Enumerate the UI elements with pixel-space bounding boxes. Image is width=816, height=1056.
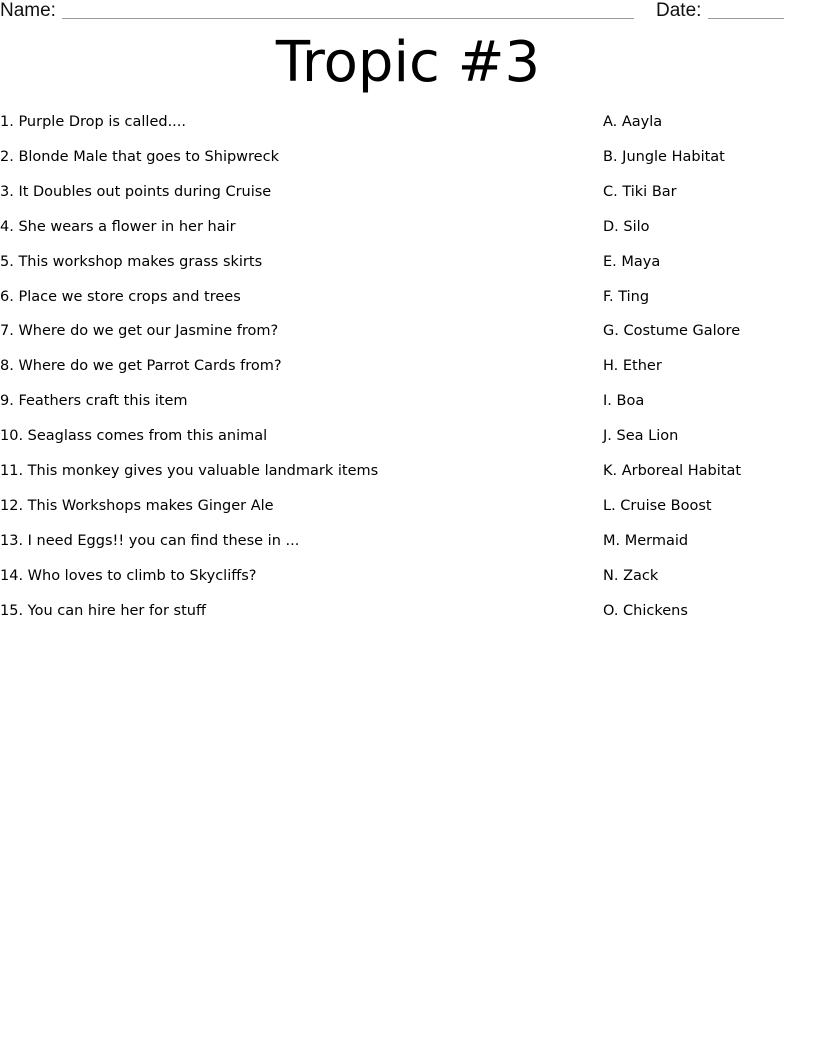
date-label: Date:: [656, 0, 702, 21]
question-item: 4. She wears a flower in her hair: [0, 218, 236, 235]
answer-item: M. Mermaid: [603, 532, 689, 549]
answer-item: A. Aayla: [603, 114, 663, 130]
date-line[interactable]: [708, 18, 784, 19]
question-item: 12. This Workshops makes Ginger Ale: [0, 497, 274, 514]
page-title: Tropic #3: [275, 30, 541, 95]
answer-item: K. Arboreal Habitat: [603, 463, 742, 479]
answer-item: B. Jungle Habitat: [603, 148, 725, 165]
answer-item: D. Silo: [603, 218, 650, 235]
answer-item: E. Maya: [603, 253, 661, 270]
answer-item: C. Tiki Bar: [603, 183, 677, 200]
answer-item: L. Cruise Boost: [603, 497, 712, 514]
answer-item: I. Boa: [603, 393, 645, 410]
answer-item: H. Ether: [603, 358, 662, 375]
question-item: 1. Purple Drop is called....: [0, 114, 187, 130]
question-item: 13. I need Eggs!! you can find these in ...: [0, 532, 300, 549]
question-item: 3. It Doubles out points during Cruise: [0, 183, 272, 200]
name-line[interactable]: [62, 18, 634, 19]
question-item: 11. This monkey gives you valuable landmark items: [0, 463, 379, 479]
answer-item: O. Chickens: [603, 602, 688, 619]
name-label: Name:: [0, 0, 56, 21]
answer-item: G. Costume Galore: [603, 323, 741, 340]
question-item: 7. Where do we get our Jasmine from?: [0, 323, 279, 340]
answer-item: N. Zack: [603, 567, 659, 584]
question-item: 14. Who loves to climb to Skycliffs?: [0, 567, 257, 584]
question-item: 15. You can hire her for stuff: [0, 602, 206, 619]
question-item: 2. Blonde Male that goes to Shipwreck: [0, 148, 279, 165]
question-item: 5. This workshop makes grass skirts: [0, 253, 263, 270]
answer-item: F. Ting: [603, 288, 650, 305]
answer-item: J. Sea Lion: [603, 428, 679, 445]
question-item: 9. Feathers craft this item: [0, 393, 188, 410]
question-item: 8. Where do we get Parrot Cards from?: [0, 358, 282, 375]
question-item: 6. Place we store crops and trees: [0, 288, 241, 305]
question-item: 10. Seaglass comes from this animal: [0, 428, 268, 445]
